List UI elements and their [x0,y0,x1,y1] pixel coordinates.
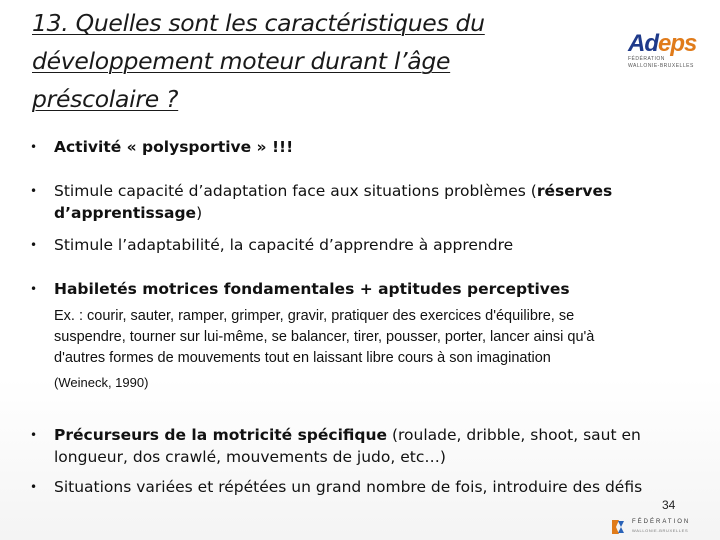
bullet-dot-icon: • [30,238,38,252]
bullet-item: • Activité « polysportive » !!! [30,138,294,156]
federation-logo-sub: WALLONIE-BRUXELLES [632,528,689,533]
federation-logo-name: FÉDÉRATION [632,519,691,525]
title-line-2: développement moteur durant l’âge [32,47,451,75]
bullet-item: • Situations variées et répétées un grand nombre de fois, introduire des défis [30,478,643,496]
citation: (Weineck, 1990) [54,375,149,390]
adeps-logo-subtitle: FÉDÉRATION WALLONIE-BRUXELLES [628,56,694,69]
adeps-logo [622,30,702,74]
bullet-item: • Habiletés motrices fondamentales + aptitudes perceptives [30,280,570,298]
example-text: Ex. : courir, sauter, ramper, grimper, gravir, pratiquer des exercices d'équilibre, se suspendre, tourner sur lui-même, se balancer, tirer, pousser, porter, lancer ainsi qu'à d'autres formes de mouvements tout en laissant libre cours à son imagination [54,308,595,366]
bullet-dot-icon: • [30,480,38,494]
page-number: 34 [662,498,676,512]
federation-logo [610,516,710,538]
bullet-item: • Précurseurs de la motricité spécifique (roulade, dribble, shoot, saut en longueur, dos crawlé, mouvements de judo, etc…) [30,426,641,466]
title-line-3: préscolaire ? [32,85,179,113]
adeps-logo-wordmark: Adeps [628,30,697,57]
slide-title [32,4,592,118]
bullet-dot-icon: • [30,428,38,442]
bullet-item: • Stimule l’adaptabilité, la capacité d’apprendre à apprendre [30,236,514,254]
federation-logo-icon [610,518,626,536]
bullet-dot-icon: • [30,282,38,296]
title-line-1: 13. Quelles sont les caractéristiques du [32,9,485,37]
bullet-item: • Stimule capacité d’adaptation face aux situations problèmes (réserves d’apprentissage) [30,182,613,222]
bullet-dot-icon: • [30,184,38,198]
bullet-dot-icon: • [30,140,38,154]
